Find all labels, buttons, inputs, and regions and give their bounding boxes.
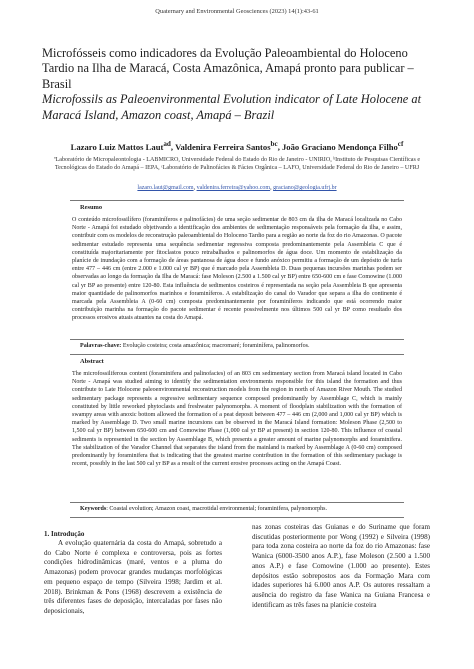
- abstract-text: The microfossiliferous content (foraminifera and palinofacies) of an 803 cm sedimentary section from Maracá island located in Cabo Norte - Amapá was studied aiming to identify the sedimentation environments responsible for this island the formation and thus contribute to Late Holocene paleoenvironmental reconstruction models from the region in north of Amazon River Mouth. The studied sedimentary package represents a regressive sedimentary sequence composed predominantly by Assemblage C, which is mainly constituted by little reworked phytoclasts and freshwater palynomorphs. A moment of floodplain stabilization with the formation of swampy areas with anoxic bottom allowed the formation of a peat deposit between 477 – 446 cm (2,000 and 1,000 cal yr BP) which is marked by Assemblage D. Two small marine incursions can be observed in the Maracá Island formation: Moleson Phase (2,500 to 1,500 cal yr BP) between 650-600 cm and Comowine Phase (1,000 cal yr BP at present) in section 120-80. This influence of coastal sediments is represented in the section by Assemblage B, which presents a greater amount of marine palynomorphs and foraminifera. The stabilization of the Varador Channel that separates the island from the mainland is marked by Assemblage A (0-60 cm) composed predominantly by foraminifera that is indicating that the greatest marine contribution in the formation of this sedimentary package is recent, possibly in the last 500 cal yr BP as a result of the current erosive processes acting on the Amapá Coast.: [72, 371, 402, 468]
- title-block: [42, 46, 442, 123]
- author-emails: lazaro.laut@gmail.com, valdenira.ferreira@yahoo.com, graciano@geologia.ufrj.br: [137, 185, 337, 191]
- journal-header: Quaternary and Environmental Geosciences (2023) 14(1):43-61: [155, 8, 319, 15]
- author-affil-mark: cf: [397, 140, 404, 148]
- email-link[interactable]: lazaro.laut@gmail.com: [137, 185, 194, 191]
- resumo-heading: Resumo: [80, 204, 103, 211]
- author-name: Lazaro Luiz Mattos Laut: [70, 141, 164, 152]
- author-affil-mark: ad: [163, 140, 171, 148]
- divider: [70, 354, 404, 355]
- title-english: Microfossils as Paleoenvironmental Evolution indicator of Late Holocene at Maracá Island, Amazon coast, Amapá – Brazil: [42, 92, 422, 122]
- intro-column-left: A evolução quaternária da costa do Amapá, sobretudo a do Cabo Norte é complexa e controversa, pois as fortes condições hidrodinâmicas (maré, ventos e a pluma do Amazonas) podem provocar grandes mudanças morfológicas em pequeno espaço de tempo (Silveira 1998; Jardim et al. 2018). Brinkman & Pons (1968) descrevem a existência de três diferentes fases de deposição, intercaladas por fases não deposicionais,: [44, 539, 222, 615]
- keywords-text: : Coastal evolution; Amazon coast, macrotidal environmental; foraminifera, palynomorphs.: [106, 506, 328, 512]
- divider: [70, 517, 404, 518]
- keywords: [80, 506, 410, 512]
- author-name: Valdenira Ferreira Santos: [175, 141, 271, 152]
- author-list: Lazaro Luiz Mattos Laut$^{ad}$, Valdenira Ferreira Santos$^{bc}$, João Graciano Mendonça Filho$^{cf}$: [70, 140, 404, 152]
- divider: [70, 502, 404, 503]
- keywords-label: Keywords: [80, 506, 107, 512]
- abstract-heading: Abstract: [80, 358, 104, 365]
- email-link[interactable]: valdenira.ferreira@yahoo.com: [196, 185, 271, 191]
- palavras-label: Palavras-chave:: [80, 343, 122, 349]
- divider: [70, 339, 404, 340]
- section-heading: 1. Introdução: [44, 530, 85, 538]
- affiliations: ªLaboratório de Micropaleontologia - LABMICRO, Universidade Federal do Estado do Rio de Janeiro - UNIRIO, ᵇInstituto de Pesquisas Científicas e Tecnológicas do Estado do Amapá – IEPA, ᶜLaboratório de Palinofácies & Fácies Orgânica – LAFO, Universidade Federal do Rio de Janeiro – UFRJ: [53, 157, 421, 172]
- resumo-text: O conteúdo microfossilífero (foraminíferos e palinofácies) de uma seção sedimentar de 803 cm da ilha de Maracá localizada no Cabo Norte - Amapá foi estudado objetivando a identificação dos ambientes de sedimentação responsáveis pela formação da ilha, e assim, contribuir com os modelos de reconstrução paleoambiental do Holoceno Tardio para a região ao norte da foz do rio Amazonas. O pacote sedimentar estudado representa uma sequência sedimentar regressiva composta predominantemente pela Assembleia C que é constituída majoritariamente por fitoclastos pouco retrabalhados e palinomorfos de água doce. Um momento de estabilização da planície de inundação com a formação de áreas pantanosa de água doce e fundo anóxico permitiu a formação de um depósito de turfa entre 477 – 446 cm (entre 2.000 e 1.000 cal yr BP) que é marcado pela Assembleia D. Duas pequenas incursões marinhas podem ser observadas ao longo da formação da Ilha de Maracá: fase Moleson (2.500 a 1.500 cal yr BP) entre 650-600 cm e fase Comowine (1.000 cal yr BP ao presente) entre 120-80. Esta influência de sedimentos costeiros é representada na seção pela Assembleia B que apresenta maior quantidade de palinomorfos marinhos e foraminíferos. A estabilização do canal do Varador que separa a ilha do continente é marcada pela Assembleia A (0-60 cm) composta predominantemente por foraminíferos indicando que está ocorrendo maior contribuição marinha na formação do pacote sedimentar é recente possivelmente nos últimos 500 cal yr BP como resultado dos processos erosivos atuais atuantes na costa do Amapá.: [72, 217, 402, 322]
- author-name: João Graciano Mendonça Filho: [282, 141, 398, 152]
- title-portuguese: Microfósseis como indicadores da Evolução Paleoambiental do Holoceno Tardio na Ilha de Maracá, Costa Amazônica, Amapá pronto para publicar – Brasil: [42, 46, 414, 91]
- author-affil-mark: bc: [270, 140, 278, 148]
- email-link[interactable]: graciano@geologia.ufrj.br: [273, 185, 337, 191]
- divider: [70, 200, 404, 201]
- intro-column-right: nas zonas costeiras das Guianas e do Suriname que foram discutidas posteriormente por Wong (1992) e Silveira (1998) para toda zona costeira ao norte da foz do rio Amazonas: fase Wanica (6000-3500 anos A.P.), fase Moleson (2.500 a 1.500 anos A.P.) e fase Comowine (1.000 ao presente). Estes depósitos estão sobrepostos aos da Formação Mara com idades superiores há 6.000 anos A.P. Os autores ressaltam a ausência do registro da fase Wanica na Guiana Francesa e identificam as três fases na planície costeira: [252, 523, 430, 609]
- palavras-chave: [80, 343, 410, 349]
- palavras-text: Evolução costeira; costa amazônica; macromaré; foraminífera, palinomorfos.: [122, 343, 310, 349]
